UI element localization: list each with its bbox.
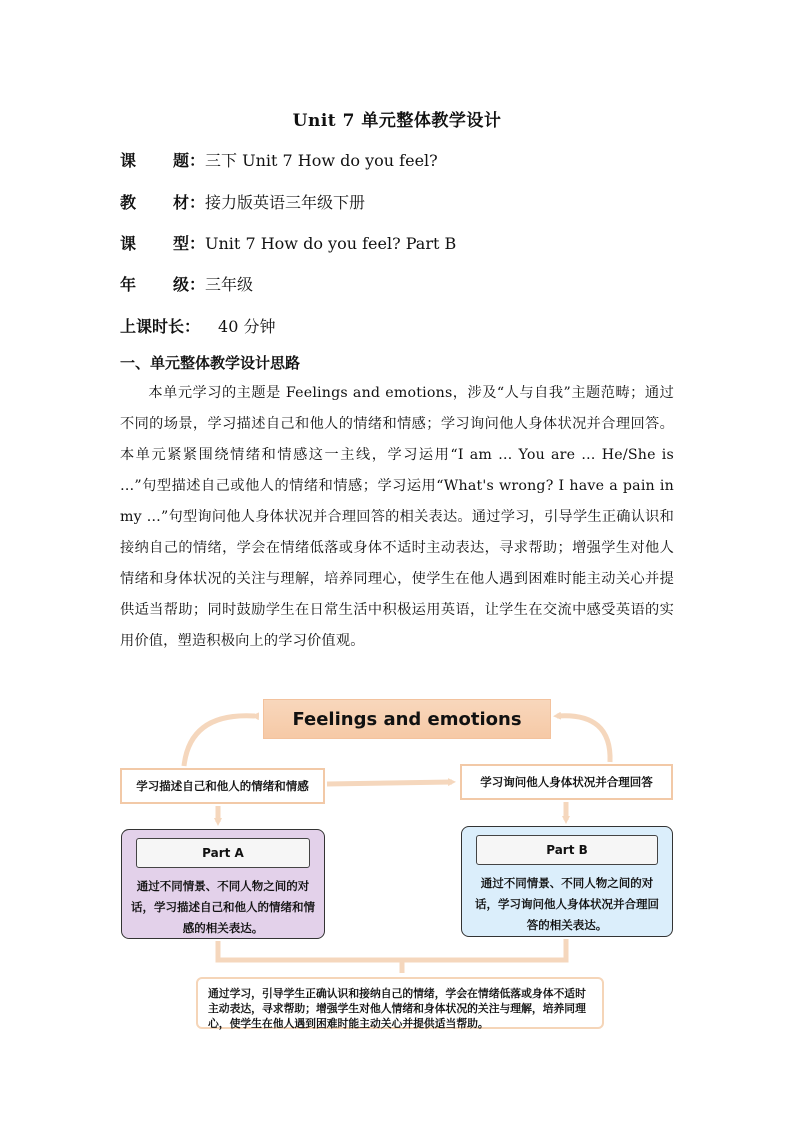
part-b-label: Part B <box>476 835 658 865</box>
meta-label-b: 题： <box>173 151 206 170</box>
part-a-desc: 通过不同情景、不同人物之间的对话，学习描述自己和他人的情绪和情感的相关表达。 <box>131 879 315 935</box>
meta-label-b: 级： <box>173 275 206 294</box>
part-b-desc: 通过不同情景、不同人物之间的对话，学习询问他人身体状况并合理回答的相关表达。 <box>475 876 659 932</box>
meta-label-a: 课 <box>120 234 137 253</box>
part-a-label: Part A <box>136 838 310 868</box>
section-paragraph: 本单元学习的主题是 Feelings and emotions，涉及“人与自我”主题范畴；通过不同的场景，学习描述自己和他人的情绪和情感；学习询问他人身体状况并合理回答。本单元紧紧围绕情绪和情感这一主线，学习运用“I am … You are … He/She is …”句型描述自己或他人的情绪和情感；学习运用“What's wrong? I have a pain in my …”句型询问他人身体状况并合理回答的相关表达。通过学习，引导学生正确认识和接纳自己的情绪，学会在情绪低落或身体不适时主动表达，寻求帮助；增强学生对他人情绪和身体状况的关注与理解，培养同理心，使学生在他人遇到困难时能主动关心并提供适当帮助；同时鼓励学生在日常生活中积极运用英语，让学生在交流中感受英语的实用价值，塑造积极向上的学习价值观。 <box>120 385 674 649</box>
meta-label-b: 型： <box>173 234 206 253</box>
meta-label-a: 教 <box>120 193 137 212</box>
diagram-topic-box: Feelings and emotions <box>263 699 551 739</box>
meta-value: Unit 7 How do you feel? Part B <box>205 234 457 253</box>
meta-value: 三年级 <box>205 275 254 294</box>
diagram-summary-box: 通过学习，引导学生正确认识和接纳自己的情绪，学会在情绪低落或身体不适时主动表达，寻求帮助；增强学生对他人情绪和身体状况的关注与理解，培养同理心，使学生在他人遇到困难时能主动关心并提供适当帮助。 <box>196 977 604 1029</box>
diagram-part-a <box>121 829 325 939</box>
meta-label-a: 年 <box>120 275 137 294</box>
meta-value: 接力版英语三年级下册 <box>205 193 366 212</box>
page-title: Unit 7 单元整体教学设计 <box>292 111 502 131</box>
diagram-goal-left: 学习描述自己和他人的情绪和情感 <box>120 768 325 804</box>
meta-label-b: 材： <box>173 193 206 212</box>
meta-value: 三下 Unit 7 How do you feel? <box>205 151 438 170</box>
duration-label: 上课时长： <box>120 317 201 336</box>
meta-label-a: 课 <box>120 151 137 170</box>
diagram-part-b <box>461 826 673 937</box>
section-heading: 一、单元整体教学设计思路 <box>120 354 301 372</box>
duration-value: 40 分钟 <box>218 317 276 336</box>
diagram-goal-right: 学习询问他人身体状况并合理回答 <box>460 764 673 800</box>
